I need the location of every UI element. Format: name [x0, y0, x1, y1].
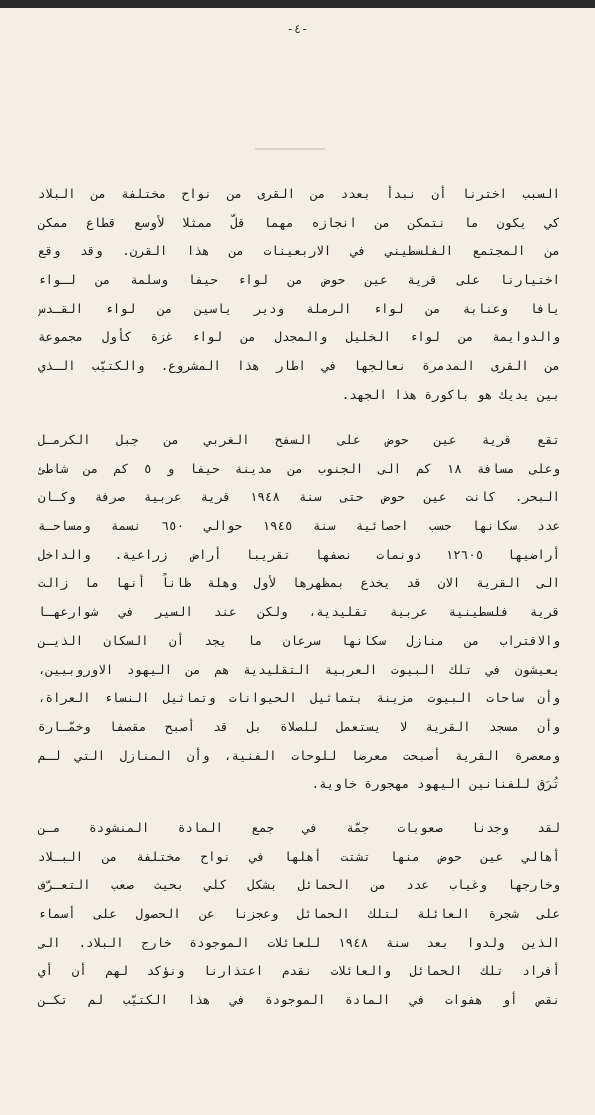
text-line: والدوايمة من لواء الخليل والمجدل من لواء غزة كأول مجموعة	[38, 329, 560, 345]
text-line: عدد سكانها حسب احصائية سنة ١٩٤٥ حوالي ٦٥٠ نسمة ومساحـة	[38, 518, 560, 534]
text-line: وأن ساحات البيوت مزينة بتماثيل الحيوانات وتماثيل النساء العراة،	[38, 690, 560, 706]
paragraph-2	[38, 426, 560, 799]
text-line: تُرَق للفنانين اليهود مهجورة خاوية.	[311, 776, 560, 792]
page-number: -٤-	[286, 22, 309, 36]
text-line: أهالي عين حوض منها تشتت أهلها في نواح مختلفة من البـلاد	[38, 848, 560, 864]
text-line: ومعصرة القرية أصبحت معرضا للوحات الفنية، وأن المنازل التي لـم	[38, 747, 560, 763]
text-line: كي يكون ما نتمكن من انجازه مهما قلّ ممثلا لأوسع قطاع ممكن	[38, 214, 560, 230]
text-line: الى القرية الان قد يخدع بمظهرها لأول وهلة ظاناً أنها ما زالت	[38, 575, 560, 591]
text-line: على شجرة العائلة لتلك الحمائل وعجزنا عن الحصول على أسماء	[38, 906, 560, 922]
text-line: من القرى المدمرة نعالجها في اطار هذا المشروع. والكتيّب الـذي	[38, 358, 560, 374]
paragraph-3	[38, 814, 560, 1015]
top-edge	[0, 0, 595, 8]
text-line: وأن مسجد القرية لا يستعمل للصلاة بل قد أصبح مقصفا وخمّـارة	[38, 718, 560, 734]
text-line: لقد وجدنا صعوبات جمّة في جمع المادة المنشودة مـن	[38, 820, 560, 835]
text-line: يعيشون في تلك البيوت العربية التقليدية هم من اليهود الاوروبيين،	[38, 661, 560, 677]
text-line: بين يديك هو باكورة هذا الجهد.	[341, 386, 560, 402]
text-line: يافا وعنابة من لواء الرملة ودير ياسين من لواء القـدس	[38, 300, 560, 316]
text-line: السبب اخترنا أن نبدأ بعدد من القرى من نواح مختلفة من البلاد	[38, 186, 560, 201]
text-line: وعلى مسافة ١٨ كم الى الجنوب من مدينة حيفا و ٥ كم من شاطئ	[38, 460, 560, 476]
text-line: من المجتمع الفلسطيني في الاربعينات من هذا القرن. وقد وقع	[38, 243, 560, 259]
text-line: نقص أو هفوات في المادة الموجودة في هذا الكتيّب لم تكـن	[38, 992, 560, 1008]
text-line: تقع قرية عين حوض على السفح الغربي من جبل الكرمـل	[38, 432, 560, 447]
text-line: والاقتراب من منازل سكانها سرعان ما يجد أن السكان الذيـن	[38, 632, 560, 648]
paragraph-1	[38, 180, 560, 410]
text-line: اختيارنا على قرية عين حوض من لواء حيفا وسلمة من لـواء	[38, 272, 560, 288]
text-line: قرية فلسطينية عربية تقليدية، ولكن عند السير في شوارعهـا	[38, 604, 560, 620]
text-line: الذين ولدوا بعد سنة ١٩٤٨ للعائلات الموجودة خارج البلاد. الى	[38, 934, 560, 950]
text-line: أراضيها ١٢٦٠٥ دونمات نصفها تقريبا أراض زراعية. والداخل	[38, 546, 560, 562]
text-line: وخارجها وغياب عدد من الحمائل بشكل كلي بحيث صعب التعـرّف	[38, 877, 560, 893]
faint-bleedthrough-mark	[255, 148, 325, 150]
text-line: أفراد تلك الحمائل والعائلات نقدم اعتذارنا ونؤكد لهم أن أي	[38, 963, 560, 979]
text-line: البحر. كانت عين حوض حتى سنة ١٩٤٨ قرية عربية صرفة وكـان	[38, 489, 560, 505]
